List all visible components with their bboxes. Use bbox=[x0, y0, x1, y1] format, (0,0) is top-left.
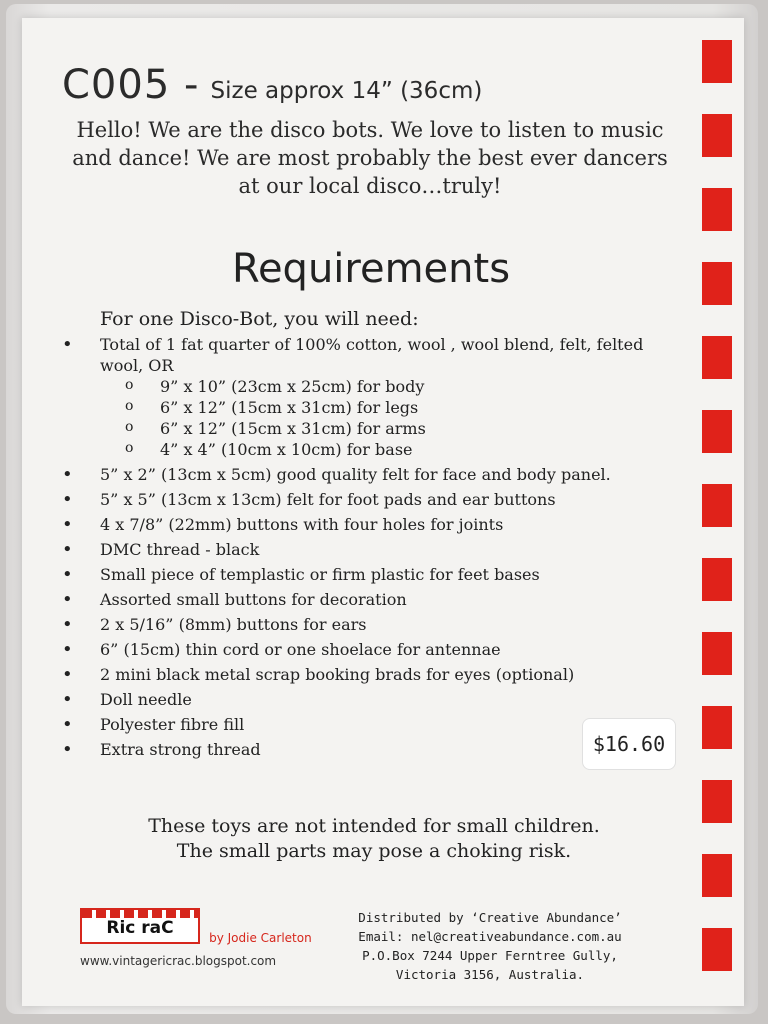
website-text: www.vintagericrac.blogspot.com bbox=[80, 954, 277, 968]
list-item-text: 6” (15cm) thin cord or one shoelace for antennae bbox=[100, 640, 501, 659]
distributor-block bbox=[340, 908, 640, 984]
requirements-heading: Requirements bbox=[231, 246, 511, 292]
list-item bbox=[52, 664, 652, 685]
red-stripe-border bbox=[702, 40, 732, 1000]
requirements-lead: For one Disco-Bot, you will need: bbox=[100, 308, 419, 330]
list-item bbox=[52, 714, 652, 735]
list-item-text: DMC thread - black bbox=[100, 540, 260, 559]
list-item-text: 5” x 5” (13cm x 13cm) felt for foot pads and ear buttons bbox=[100, 490, 556, 509]
list-item-text: Total of 1 fat quarter of 100% cotton, wool , wool blend, felt, felted wool, OR bbox=[100, 335, 644, 375]
list-item-text: 2 mini black metal scrap booking brads for eyes (optional) bbox=[100, 665, 575, 684]
logo-text: Ric raC bbox=[106, 918, 174, 938]
list-item bbox=[52, 564, 652, 585]
pattern-card bbox=[22, 18, 744, 1006]
sub-list-item: o 6” x 12” (15cm x 31cm) for legs bbox=[100, 397, 652, 418]
list-item bbox=[52, 689, 652, 710]
pattern-size: Size approx 14” (36cm) bbox=[210, 78, 483, 104]
distributor-address-2: Victoria 3156, Australia. bbox=[395, 967, 585, 982]
list-item bbox=[52, 464, 652, 485]
safety-warning bbox=[60, 814, 688, 864]
list-item-text: 5” x 2” (13cm x 5cm) good quality felt for face and body panel. bbox=[100, 465, 611, 484]
brand-block bbox=[80, 908, 330, 968]
list-item bbox=[52, 739, 652, 760]
list-item-text: 4 x 7/8” (22mm) buttons with four holes for joints bbox=[100, 515, 504, 534]
list-item-text: Polyester fibre fill bbox=[100, 715, 245, 734]
fabric-sub-list bbox=[100, 376, 652, 460]
list-item-text: 2 x 5/16” (8mm) buttons for ears bbox=[100, 615, 367, 634]
list-item-text: Small piece of templastic or firm plastic for feet bases bbox=[100, 565, 540, 584]
list-item-text: Doll needle bbox=[100, 690, 192, 709]
list-item bbox=[52, 639, 652, 660]
list-item bbox=[52, 614, 652, 635]
title-row bbox=[62, 62, 482, 108]
list-item bbox=[52, 334, 652, 460]
price-sticker bbox=[582, 718, 676, 770]
distributor-email: Email: nel@creativeabundance.com.au bbox=[358, 929, 622, 944]
warning-line-2: The small parts may pose a choking risk. bbox=[176, 840, 572, 862]
sub-list-item: o 9” x 10” (23cm x 25cm) for body bbox=[100, 376, 652, 397]
requirements-list bbox=[52, 334, 652, 764]
ric-rac-logo bbox=[80, 908, 200, 944]
list-item bbox=[52, 589, 652, 610]
distributor-line: Distributed by ‘Creative Abundance’ bbox=[358, 910, 622, 925]
designer-credit: by Jodie Carleton bbox=[209, 931, 312, 945]
warning-line-1: These toys are not intended for small children. bbox=[148, 815, 600, 837]
sub-list-item: o 6” x 12” (15cm x 31cm) for arms bbox=[100, 418, 652, 439]
list-item bbox=[52, 514, 652, 535]
pattern-code: C005 - bbox=[62, 62, 200, 108]
price-text: $16.60 bbox=[592, 732, 666, 756]
distributor-address: P.O.Box 7244 Upper Ferntree Gully, bbox=[362, 948, 618, 963]
list-item bbox=[52, 489, 652, 510]
list-item-text: Assorted small buttons for decoration bbox=[100, 590, 407, 609]
list-item-text: Extra strong thread bbox=[100, 740, 261, 759]
intro-text: Hello! We are the disco bots. We love to listen to music and dance! We are most probably the best ever dancers at our local disco…truly! bbox=[72, 118, 668, 198]
sub-list-item: o 4” x 4” (10cm x 10cm) for base bbox=[100, 439, 652, 460]
list-item bbox=[52, 539, 652, 560]
